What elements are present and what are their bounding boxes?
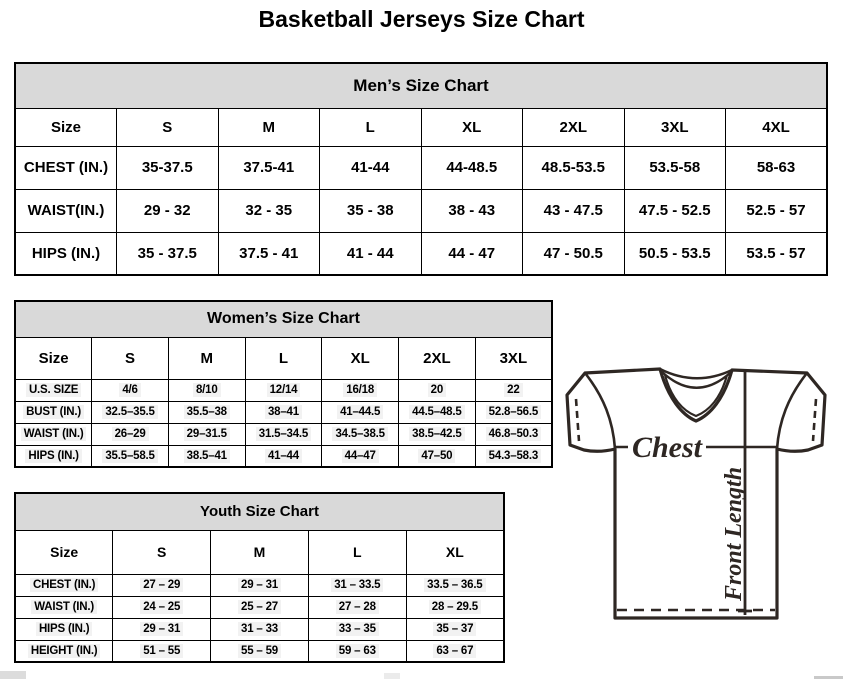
womens-cell: 34.5–38.5	[322, 423, 399, 445]
womens-cell: 20	[399, 379, 476, 401]
mens-column-header: M	[218, 108, 320, 146]
womens-cell: 35.5–38	[168, 401, 245, 423]
mens-row-label: WAIST(IN.)	[15, 189, 117, 232]
youth-data-row	[15, 596, 504, 618]
mens-column-header: 2XL	[523, 108, 625, 146]
youth-data-row	[15, 640, 504, 662]
mens-cell: 53.5 - 57	[726, 232, 828, 275]
youth-size-table	[14, 492, 505, 663]
womens-data-row	[15, 423, 552, 445]
mens-data-row	[15, 189, 827, 232]
womens-cell: 54.3–58.3	[475, 445, 552, 467]
mens-cell: 35-37.5	[117, 146, 219, 189]
mens-row-label: HIPS (IN.)	[15, 232, 117, 275]
womens-column-header-row	[15, 337, 552, 379]
bottom-mid-gray-artifact	[384, 673, 400, 679]
youth-cell: 55 – 59	[211, 640, 309, 662]
mens-cell: 47 - 50.5	[523, 232, 625, 275]
womens-chart-title: Women’s Size Chart	[15, 301, 552, 337]
mens-cell: 41-44	[320, 146, 422, 189]
womens-cell: 16/18	[322, 379, 399, 401]
youth-row-label: HIPS (IN.)	[15, 618, 113, 640]
womens-data-row	[15, 401, 552, 423]
youth-cell: 28 – 29.5	[406, 596, 504, 618]
youth-column-header: Size	[15, 530, 113, 574]
womens-cell: 44.5–48.5	[399, 401, 476, 423]
mens-data-row	[15, 146, 827, 189]
womens-cell: 38.5–41	[168, 445, 245, 467]
chest-label: Chest	[631, 431, 703, 464]
youth-cell: 29 – 31	[113, 618, 211, 640]
womens-column-header: S	[92, 337, 169, 379]
womens-data-row	[15, 379, 552, 401]
mens-cell: 58-63	[726, 146, 828, 189]
womens-cell: 35.5–58.5	[92, 445, 169, 467]
womens-cell: 41–44	[245, 445, 322, 467]
womens-row-label: U.S. SIZE	[15, 379, 92, 401]
front-length-label: Front Length	[721, 466, 747, 601]
mens-chart-title: Men’s Size Chart	[15, 63, 827, 108]
youth-cell: 51 – 55	[113, 640, 211, 662]
collar-arc-outer	[660, 369, 732, 378]
womens-row-label: WAIST (IN.)	[15, 423, 92, 445]
bottom-left-gray-artifact	[0, 671, 26, 679]
mens-cell: 32 - 35	[218, 189, 320, 232]
youth-column-header: XL	[406, 530, 504, 574]
youth-cell: 31 – 33	[211, 618, 309, 640]
womens-cell: 29–31.5	[168, 423, 245, 445]
mens-column-header: Size	[15, 108, 117, 146]
mens-cell: 47.5 - 52.5	[624, 189, 726, 232]
youth-cell: 59 – 63	[308, 640, 406, 662]
youth-cell: 31 – 33.5	[308, 574, 406, 596]
mens-cell: 38 - 43	[421, 189, 523, 232]
womens-column-header: 2XL	[399, 337, 476, 379]
youth-data-row	[15, 574, 504, 596]
womens-column-header: Size	[15, 337, 92, 379]
youth-cell: 27 – 28	[308, 596, 406, 618]
youth-chart-title-row	[15, 493, 504, 530]
mens-cell: 35 - 37.5	[117, 232, 219, 275]
mens-data-row	[15, 232, 827, 275]
mens-column-header: L	[320, 108, 422, 146]
womens-column-header: M	[168, 337, 245, 379]
womens-cell: 46.8–50.3	[475, 423, 552, 445]
womens-cell: 31.5–34.5	[245, 423, 322, 445]
mens-column-header: XL	[421, 108, 523, 146]
womens-cell: 26–29	[92, 423, 169, 445]
youth-cell: 24 – 25	[113, 596, 211, 618]
youth-data-row	[15, 618, 504, 640]
jersey-measurement-diagram	[558, 363, 843, 631]
womens-cell: 32.5–35.5	[92, 401, 169, 423]
youth-cell: 29 – 31	[211, 574, 309, 596]
page-title: Basketball Jerseys Size Chart	[258, 6, 585, 32]
womens-cell: 44–47	[322, 445, 399, 467]
youth-cell: 33 – 35	[308, 618, 406, 640]
womens-cell: 12/14	[245, 379, 322, 401]
mens-cell: 37.5-41	[218, 146, 320, 189]
womens-column-header: XL	[322, 337, 399, 379]
youth-cell: 27 – 29	[113, 574, 211, 596]
mens-column-header: 4XL	[726, 108, 828, 146]
womens-column-header: 3XL	[475, 337, 552, 379]
womens-cell: 41–44.5	[322, 401, 399, 423]
mens-cell: 41 - 44	[320, 232, 422, 275]
womens-row-label: HIPS (IN.)	[15, 445, 92, 467]
youth-cell: 35 – 37	[406, 618, 504, 640]
youth-row-label: WAIST (IN.)	[15, 596, 113, 618]
womens-cell: 38–41	[245, 401, 322, 423]
mens-cell: 29 - 32	[117, 189, 219, 232]
mens-chart-title-row	[15, 63, 827, 108]
youth-cell: 33.5 – 36.5	[406, 574, 504, 596]
mens-cell: 35 - 38	[320, 189, 422, 232]
youth-column-header-row	[15, 530, 504, 574]
mens-column-header: 3XL	[624, 108, 726, 146]
womens-chart-title-row	[15, 301, 552, 337]
youth-column-header: M	[211, 530, 309, 574]
youth-cell: 25 – 27	[211, 596, 309, 618]
mens-cell: 44-48.5	[421, 146, 523, 189]
mens-cell: 53.5-58	[624, 146, 726, 189]
womens-cell: 22	[475, 379, 552, 401]
jersey-diagram-svg	[558, 363, 843, 631]
mens-size-table	[14, 62, 828, 276]
mens-cell: 48.5-53.5	[523, 146, 625, 189]
womens-column-header: L	[245, 337, 322, 379]
womens-cell: 52.8–56.5	[475, 401, 552, 423]
mens-cell: 37.5 - 41	[218, 232, 320, 275]
womens-cell: 8/10	[168, 379, 245, 401]
mens-column-header: S	[117, 108, 219, 146]
womens-row-label: BUST (IN.)	[15, 401, 92, 423]
youth-column-header: S	[113, 530, 211, 574]
mens-cell: 44 - 47	[421, 232, 523, 275]
womens-size-table	[14, 300, 553, 468]
womens-cell: 38.5–42.5	[399, 423, 476, 445]
mens-cell: 52.5 - 57	[726, 189, 828, 232]
womens-data-row	[15, 445, 552, 467]
womens-cell: 4/6	[92, 379, 169, 401]
mens-column-header-row	[15, 108, 827, 146]
mens-cell: 43 - 47.5	[523, 189, 625, 232]
youth-cell: 63 – 67	[406, 640, 504, 662]
mens-cell: 50.5 - 53.5	[624, 232, 726, 275]
youth-chart-title: Youth Size Chart	[15, 493, 504, 530]
youth-column-header: L	[308, 530, 406, 574]
youth-row-label: HEIGHT (IN.)	[15, 640, 113, 662]
youth-row-label: CHEST (IN.)	[15, 574, 113, 596]
mens-row-label: CHEST (IN.)	[15, 146, 117, 189]
womens-cell: 47–50	[399, 445, 476, 467]
